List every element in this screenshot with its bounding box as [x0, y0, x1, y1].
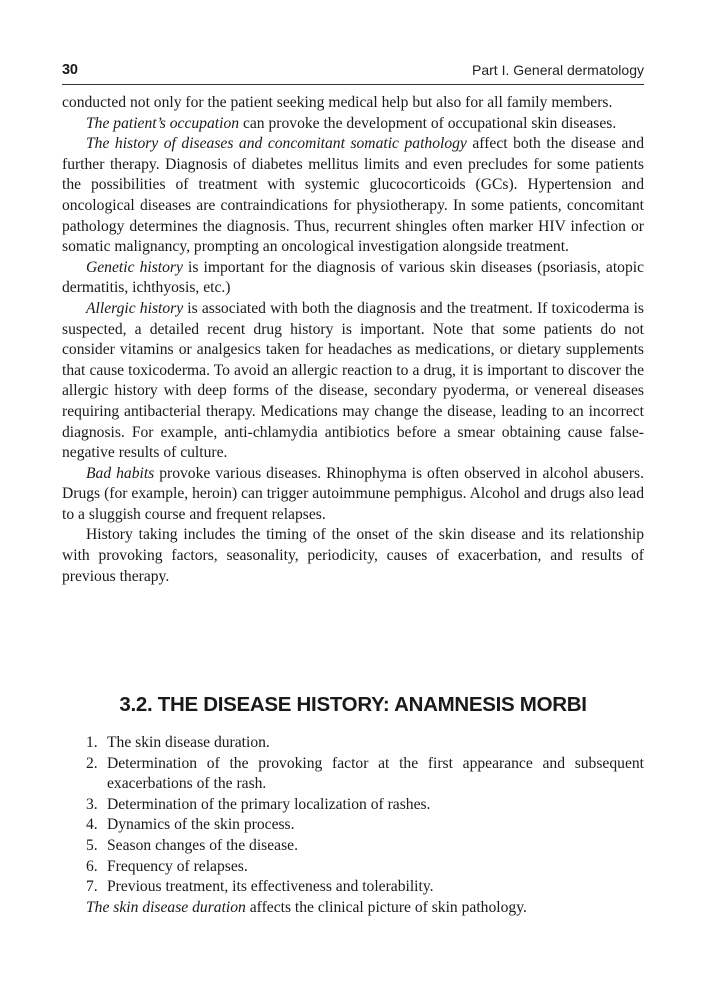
list-item [62, 754, 644, 795]
list-item-text: The skin disease duration. [107, 734, 270, 751]
running-title: Part I. General dermatology [472, 62, 644, 78]
paragraph-continuation [62, 93, 644, 114]
paragraph-occupation [62, 114, 644, 135]
list-item [62, 795, 644, 816]
paragraph-lead: The patient’s occupation [86, 114, 240, 132]
list-item [62, 877, 644, 898]
list-number: 7. [86, 878, 98, 896]
paragraph-text: provoke various diseases. Rhinophyma is often observed in alcohol abusers. Drugs (for example, heroin) can trigger autoimmune pemphigus. Alcohol and drugs also lead to a sluggish course and frequent relapses. [62, 464, 644, 523]
list-item-text: Dynamics of the skin process. [107, 816, 295, 834]
list-item-text: Season changes of the disease. [107, 836, 298, 854]
list-item-text: Previous treatment, its effectiveness and tolerability. [107, 878, 434, 896]
section-heading: 3.2. THE DISEASE HISTORY: ANAMNESIS MORBI [119, 693, 587, 716]
paragraph-lead: Bad habits [86, 464, 155, 482]
paragraph-text: can provoke the development of occupational skin diseases. [239, 114, 617, 132]
paragraph-genetic-history [62, 258, 644, 299]
paragraph-text: affects the clinical picture of skin pathology. [245, 899, 527, 916]
paragraph-text: History taking includes the timing of the onset of the skin disease and its relationship with provoking factors, seasonality, periodicity, causes of exacerbation, and results of previous therapy. [62, 526, 644, 585]
paragraph-lead: The skin disease duration [86, 899, 246, 916]
paragraph-allergic-history [62, 299, 644, 464]
list-number: 5. [86, 836, 98, 854]
list-item-text: Determination of the provoking factor at the first appearance and subsequent exacerbations of the rash. [107, 754, 644, 793]
numbered-list [62, 733, 644, 898]
paragraph-text: is associated with both the diagnosis and the treatment. If toxicoderma is suspected, a detailed recent drug history is important. Note that some patients do not consider vitamins or analgesics taken for headaches as medications, or dietary supplements that cause toxicoderma. To avoid an allergic reaction to a drug, it is important to discover the allergic history with deep forms of the disease, secondary pyoderma, or venereal diseases requiring antibacterial therapy. Medications may change the disease, leading to an incorrect diagnosis. For example, anti-chlamydia antibiotics before a smear obtaining cause false-negative results of culture. [62, 299, 644, 462]
list-number: 2. [86, 754, 98, 772]
paragraph-text: conducted not only for the patient seeking medical help but also for all family members. [62, 94, 613, 111]
paragraph-lead: The history of diseases and concomitant somatic pathology [86, 135, 467, 153]
body-text [62, 93, 644, 587]
paragraph-text: affect both the disease and further therapy. Diagnosis of diabetes mellitus limits and even precludes for some patients the possibilities of treatment with systemic glucocorticoids (GCs). Hypertension and oncological diseases are contraindications for physiotherapy. In some patients, concomitant pathology determines the diagnosis. Thus, recurrent shingles often marker HIV infection or somatic malignancy, prompting an oncological investigation alongside treatment. [62, 135, 645, 256]
paragraph-text: is important for the diagnosis of various skin diseases (psoriasis, atopic dermatitis, ichthyosis, etc.) [62, 258, 645, 297]
closing-paragraph [62, 898, 644, 919]
list-item [62, 733, 644, 754]
list-item-text: Frequency of relapses. [107, 857, 248, 875]
paragraph-disease-history [62, 134, 644, 258]
list-number: 3. [86, 795, 98, 813]
page-number: 30 [62, 62, 78, 78]
paragraph-history-taking [62, 525, 644, 587]
paragraph-lead: Genetic history [86, 258, 183, 276]
list-item [62, 857, 644, 878]
list-item [62, 836, 644, 857]
list-number: 4. [86, 816, 98, 834]
list-item-text: Determination of the primary localization of rashes. [107, 795, 431, 813]
paragraph-lead: Allergic history [86, 299, 184, 317]
list-number: 1. [86, 734, 98, 751]
list-item [62, 815, 644, 836]
page-header [62, 62, 644, 85]
paragraph-bad-habits [62, 464, 644, 526]
list-number: 6. [86, 857, 98, 875]
